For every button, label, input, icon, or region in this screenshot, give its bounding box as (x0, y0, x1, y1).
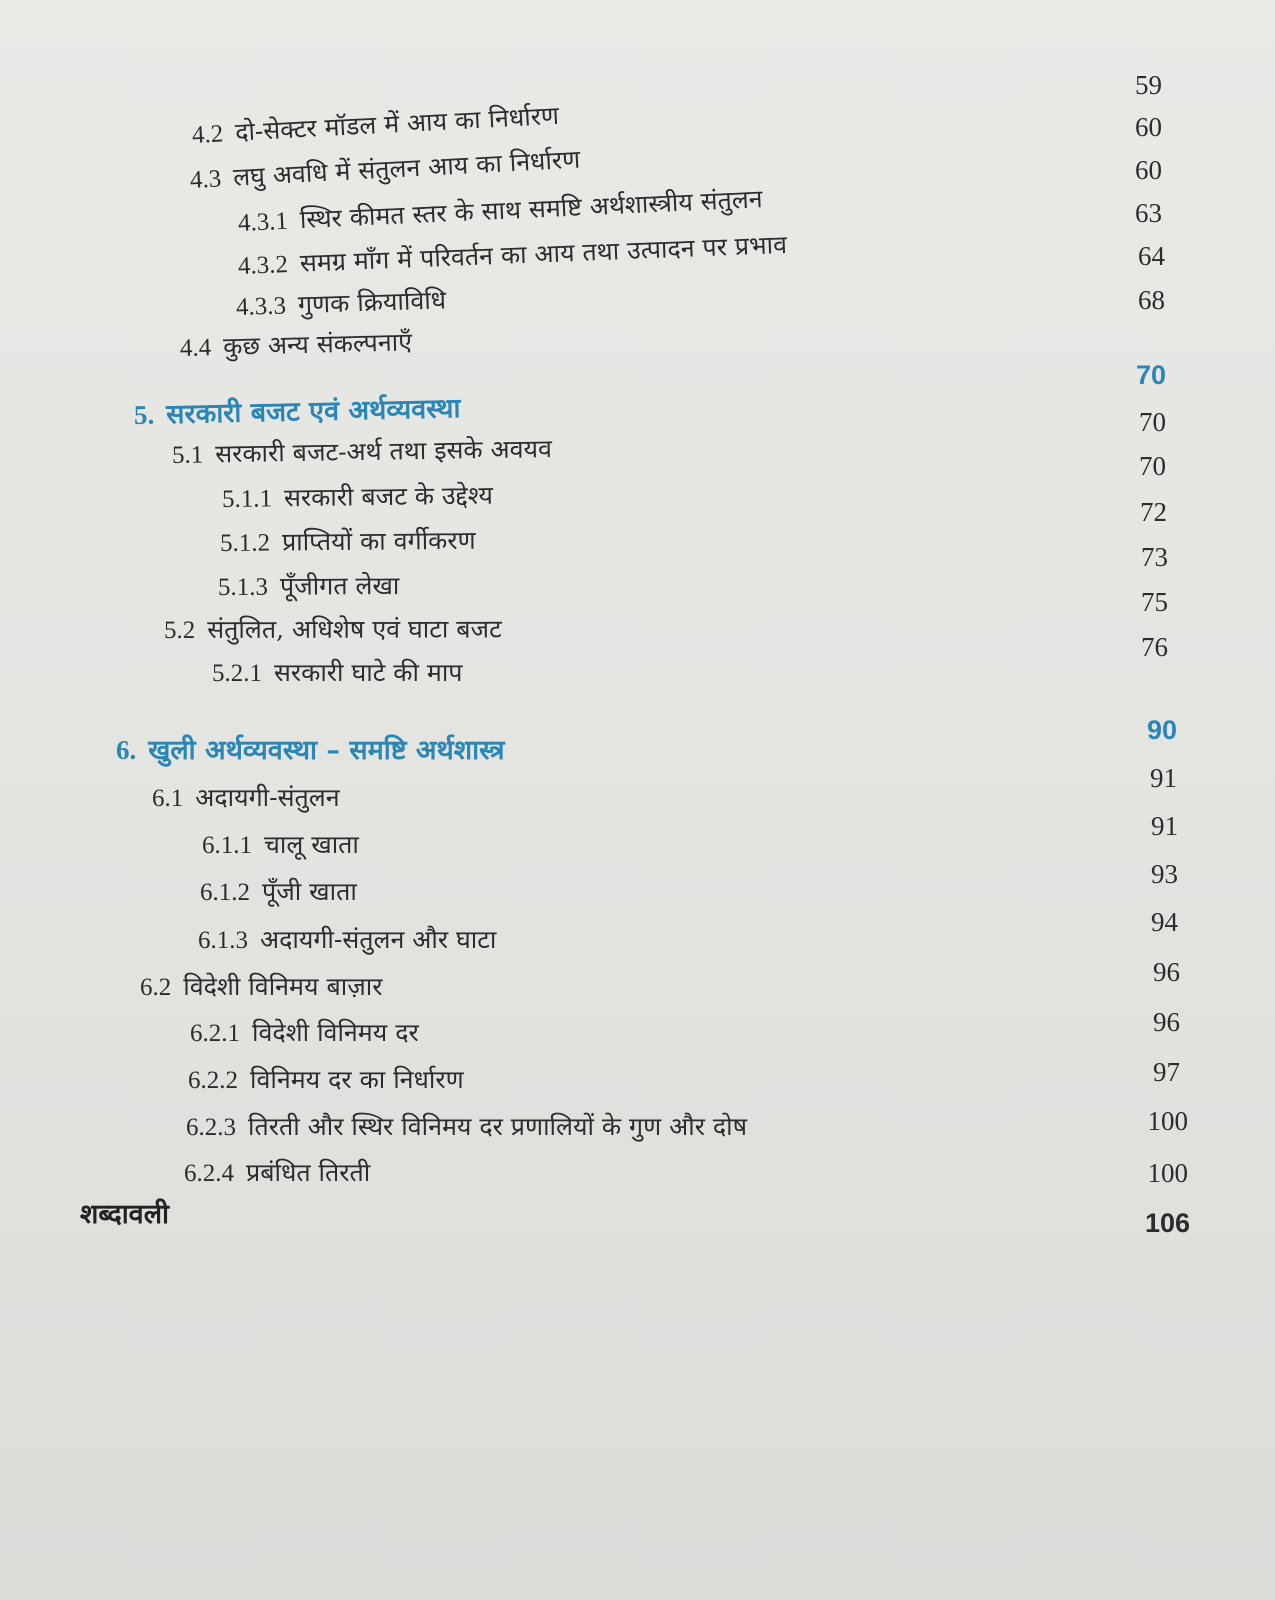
toc-entry-title: खुली अर्थव्यवस्था – समष्टि अर्थशास्त्र (148, 735, 505, 766)
toc-entry-number: 6.2.2 (188, 1067, 238, 1094)
toc-entry-number: 5.1.2 (219, 529, 271, 557)
toc-entry-number: 6.1 (152, 785, 184, 812)
toc-entry-title: गुणक क्रियाविधि (297, 285, 447, 320)
toc-entry-number: 6.1.3 (198, 927, 248, 954)
toc-entry-number: 5.1 (171, 441, 204, 469)
toc-entry-number: 5. (133, 399, 155, 430)
toc-page-number: 70 (1139, 407, 1166, 437)
toc-entry-title: पूँजीगत लेखा (279, 571, 400, 601)
toc-entry-number: 4.3 (189, 165, 222, 194)
toc-entry-number: 6.2.3 (186, 1114, 236, 1141)
toc-page-number: 60 (1135, 155, 1162, 185)
toc-page-number: 60 (1135, 112, 1162, 142)
toc-entry-number: 5.1.3 (217, 573, 269, 601)
toc-entry-number: 6.1.1 (202, 832, 252, 859)
toc-page-number: 72 (1140, 497, 1167, 527)
toc-entry-title: कुछ अन्य संकल्पनाएँ (222, 327, 413, 361)
toc-page-number: 70 (1139, 451, 1166, 481)
toc-entry-title: सरकारी बजट-अर्थ तथा इसके अवयव (215, 434, 553, 469)
toc-entry-title: दो-सेक्टर मॉडल में आय का निर्धारण (234, 100, 560, 147)
toc-entry-title: अदायगी-संतुलन (195, 783, 340, 812)
toc-entry-number: 4.4 (179, 334, 212, 362)
toc-entry-title: चालू खाता (264, 830, 359, 859)
toc-entry-number: 6. (116, 735, 137, 765)
toc-entry-title: स्थिर कीमत स्तर के साथ समष्टि अर्थशास्त्रीय संतुलन (299, 184, 764, 235)
toc-entry-number: 5.2 (163, 616, 196, 644)
toc-entry-title: विदेशी विनिमय बाज़ार (183, 972, 383, 1001)
toc-page-number: 100 (1147, 1158, 1188, 1188)
toc-entry-number: 4.3.2 (237, 251, 289, 280)
toc-page-number: 94 (1151, 907, 1178, 937)
toc-page-number: 96 (1153, 1007, 1180, 1037)
toc-page-number: 93 (1151, 859, 1178, 889)
toc-page-number: 100 (1147, 1106, 1188, 1136)
toc-entry-number: 6.1.2 (200, 879, 250, 906)
toc-page-number: 73 (1141, 542, 1168, 572)
toc-entry-title: प्रबंधित तिरती (246, 1158, 371, 1187)
toc-entry-number: 4.3.3 (235, 292, 287, 321)
toc-entry-title: सरकारी बजट एवं अर्थव्यवस्था (165, 393, 461, 431)
toc-entry-title: समग्र माँग में परिवर्तन का आय तथा उत्पादन पर प्रभाव (299, 229, 788, 278)
toc-entry-number: 6.2 (140, 974, 172, 1001)
toc-page-number: 96 (1153, 957, 1180, 987)
toc-page-number: 76 (1141, 632, 1168, 662)
toc-page-number: 91 (1151, 811, 1178, 841)
toc-page-number: 63 (1135, 198, 1162, 228)
toc-entry-number: 6.2.1 (190, 1020, 240, 1047)
toc-entry-title: सरकारी बजट के उद्देश्य (283, 480, 494, 513)
toc-page-number: 75 (1141, 587, 1168, 617)
toc-entry-number: 6.2.4 (184, 1160, 234, 1187)
toc-entry-title: प्राप्तियों का वर्गीकरण (281, 525, 476, 557)
toc-entry-title: विदेशी विनिमय दर (252, 1018, 419, 1047)
toc-entry-title: शब्दावली (80, 1199, 169, 1230)
toc-entry-title: अदायगी-संतुलन और घाटा (260, 925, 497, 954)
toc-page-number: 68 (1138, 285, 1165, 315)
toc-page-number: 91 (1150, 763, 1177, 793)
toc-page-number: 70 (1135, 360, 1166, 390)
toc-entry-number: 4.3.1 (237, 207, 289, 237)
toc-page-number: 97 (1153, 1057, 1180, 1087)
toc-entry-number: 5.1.1 (221, 485, 273, 513)
toc-page-number: 59 (1135, 70, 1162, 100)
toc-entry-number: 4.2 (191, 120, 224, 149)
toc-page-number: 106 (1144, 1208, 1190, 1238)
toc-entry-title: विनिमय दर का निर्धारण (250, 1065, 464, 1094)
toc-page-number: 64 (1138, 241, 1165, 271)
toc-entry-number: 5.2.1 (212, 660, 262, 687)
toc-entry-title: सरकारी घाटे की माप (274, 658, 463, 687)
toc-entry-title: पूँजी खाता (262, 877, 357, 906)
toc-page-number: 90 (1146, 715, 1177, 745)
toc-entry-title: तिरती और स्थिर विनिमय दर प्रणालियों के गुण और दोष (248, 1112, 748, 1141)
toc-entry-title: लघु अवधि में संतुलन आय का निर्धारण (232, 144, 581, 192)
toc-entry-title: संतुलित, अधिशेष एवं घाटा बजट (207, 614, 502, 644)
